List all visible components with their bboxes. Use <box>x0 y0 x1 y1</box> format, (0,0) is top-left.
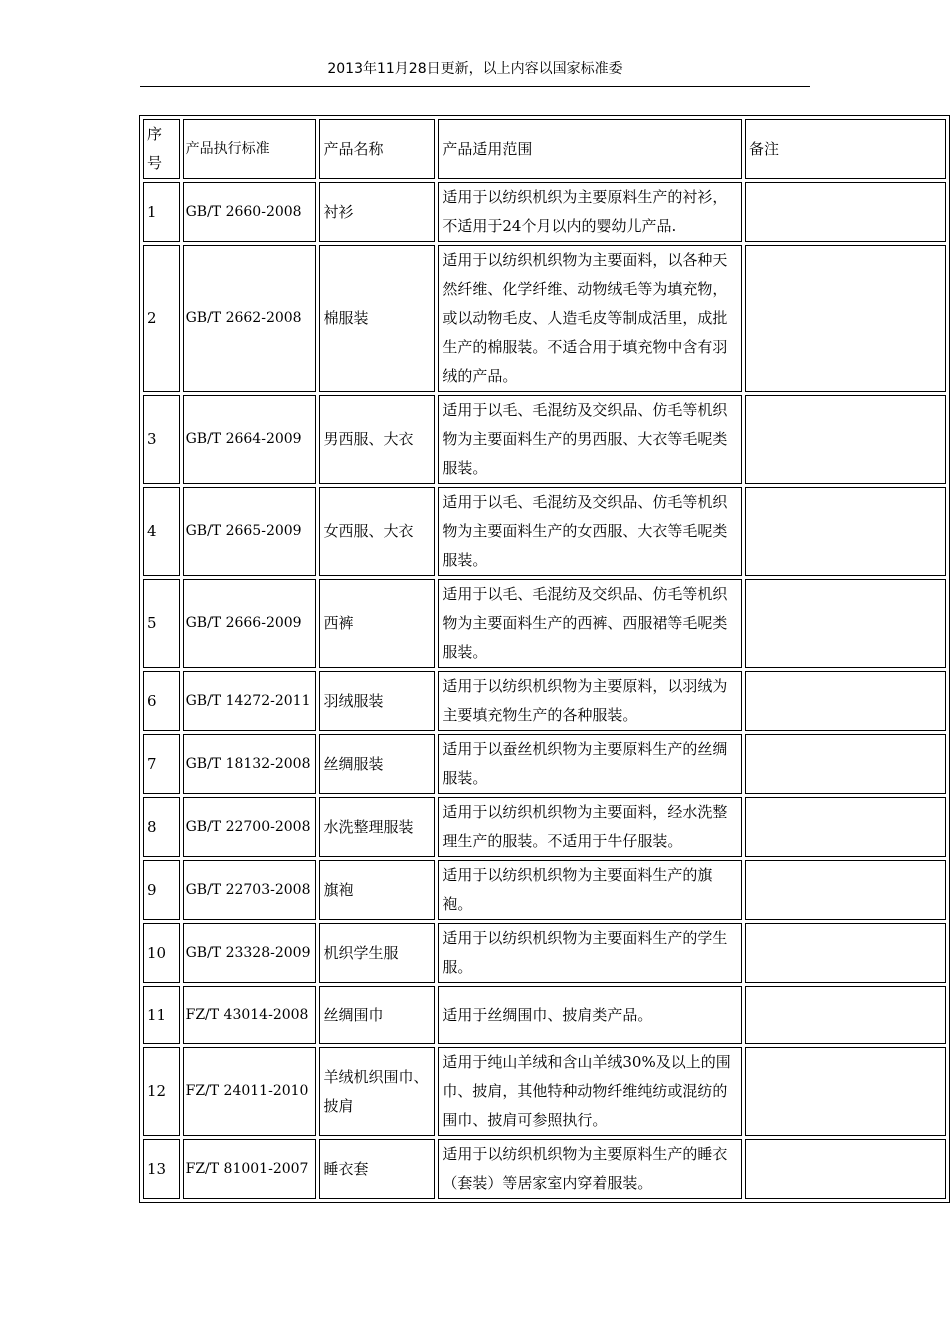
remark-cell <box>745 986 946 1044</box>
table-row <box>143 1139 946 1199</box>
product-name: 西裤 <box>319 579 435 668</box>
standard-code: GB/T 14272-2011 <box>183 671 317 731</box>
remark-cell <box>745 579 946 668</box>
remark-cell <box>745 1047 946 1136</box>
product-name: 衬衫 <box>319 182 435 242</box>
scope-text: 适用于以纺织机织物为主要原料生产的睡衣（套装）等居家室内穿着服装。 <box>438 1139 742 1199</box>
standard-code: FZ/T 43014-2008 <box>183 986 317 1044</box>
table-row <box>143 182 946 242</box>
scope-text: 适用于以纺织机织物为主要面料，以各种天然纤维、化学纤维、动物绒毛等为填充物，或以动物毛皮、人造毛皮等制成活里，成批生产的棉服装。不适合用于填充物中含有羽绒的产品。 <box>438 245 742 392</box>
table-row <box>143 1047 946 1136</box>
row-number: 8 <box>143 797 180 857</box>
standard-code: GB/T 18132-2008 <box>183 734 317 794</box>
remark-cell <box>745 1139 946 1199</box>
product-name: 丝绸服装 <box>319 734 435 794</box>
product-name: 棉服装 <box>319 245 435 392</box>
product-name: 羽绒服装 <box>319 671 435 731</box>
product-name: 羊绒机织围巾、披肩 <box>319 1047 435 1136</box>
table-row <box>143 671 946 731</box>
product-name: 丝绸围巾 <box>319 986 435 1044</box>
standard-code: GB/T 22700-2008 <box>183 797 317 857</box>
page-header: 2013年11月28日更新，以上内容以国家标准委 <box>327 61 623 77</box>
remark-cell <box>745 182 946 242</box>
row-number: 4 <box>143 487 180 576</box>
standard-code: GB/T 2660-2008 <box>183 182 317 242</box>
scope-text: 适用于以纺织机织物为主要面料生产的旗袍。 <box>438 860 742 920</box>
row-number: 10 <box>143 923 180 983</box>
standard-code: GB/T 2662-2008 <box>183 245 317 392</box>
standard-code: GB/T 2665-2009 <box>183 487 317 576</box>
scope-text: 适用于以毛、毛混纺及交织品、仿毛等机织物为主要面料生产的女西服、大衣等毛呢类服装。 <box>438 487 742 576</box>
row-number: 9 <box>143 860 180 920</box>
column-header-scope: 产品适用范围 <box>438 119 742 179</box>
table-row <box>143 860 946 920</box>
column-header-product-name: 产品名称 <box>319 119 435 179</box>
scope-text: 适用于以蚕丝机织物为主要原料生产的丝绸服装。 <box>438 734 742 794</box>
scope-text: 适用于以纺织机织为主要原料生产的衬衫，不适用于24个月以内的婴幼儿产品. <box>438 182 742 242</box>
table-row <box>143 797 946 857</box>
row-number: 6 <box>143 671 180 731</box>
standard-code: GB/T 2666-2009 <box>183 579 317 668</box>
column-header-no: 序号 <box>143 119 180 179</box>
table-header-row <box>143 119 946 179</box>
remark-cell <box>745 860 946 920</box>
remark-cell <box>745 395 946 484</box>
scope-text: 适用于以毛、毛混纺及交织品、仿毛等机织物为主要面料生产的西裤、西服裙等毛呢类服装。 <box>438 579 742 668</box>
header-rule <box>140 86 810 87</box>
product-name: 机织学生服 <box>319 923 435 983</box>
scope-text: 适用于丝绸围巾、披肩类产品。 <box>438 986 742 1044</box>
row-number: 1 <box>143 182 180 242</box>
table-row <box>143 579 946 668</box>
product-name: 水洗整理服装 <box>319 797 435 857</box>
column-header-remark: 备注 <box>745 119 946 179</box>
product-name: 旗袍 <box>319 860 435 920</box>
table-row <box>143 487 946 576</box>
table-row <box>143 734 946 794</box>
remark-cell <box>745 923 946 983</box>
table-row <box>143 245 946 392</box>
row-number: 3 <box>143 395 180 484</box>
table-body <box>143 182 946 1199</box>
column-header-standard: 产品执行标准 <box>183 119 317 179</box>
row-number: 11 <box>143 986 180 1044</box>
scope-text: 适用于以纺织机织物为主要原料，以羽绒为主要填充物生产的各种服装。 <box>438 671 742 731</box>
scope-text: 适用于以纺织机织物为主要面料生产的学生服。 <box>438 923 742 983</box>
table-row <box>143 923 946 983</box>
standard-code: GB/T 23328-2009 <box>183 923 317 983</box>
standard-code: GB/T 22703-2008 <box>183 860 317 920</box>
row-number: 13 <box>143 1139 180 1199</box>
scope-text: 适用于纯山羊绒和含山羊绒30%及以上的围巾、披肩，其他特种动物纤维纯纺或混纺的围巾、披肩可参照执行。 <box>438 1047 742 1136</box>
standard-code: GB/T 2664-2009 <box>183 395 317 484</box>
scope-text: 适用于以纺织机织物为主要面料，经水洗整理生产的服装。不适用于牛仔服装。 <box>438 797 742 857</box>
scope-text: 适用于以毛、毛混纺及交织品、仿毛等机织物为主要面料生产的男西服、大衣等毛呢类服装。 <box>438 395 742 484</box>
product-name: 睡衣套 <box>319 1139 435 1199</box>
standard-code: FZ/T 24011-2010 <box>183 1047 317 1136</box>
table-row <box>143 986 946 1044</box>
row-number: 12 <box>143 1047 180 1136</box>
table-row <box>143 395 946 484</box>
product-name: 男西服、大衣 <box>319 395 435 484</box>
remark-cell <box>745 671 946 731</box>
remark-cell <box>745 487 946 576</box>
standards-table <box>139 115 950 1203</box>
remark-cell <box>745 245 946 392</box>
row-number: 2 <box>143 245 180 392</box>
row-number: 5 <box>143 579 180 668</box>
row-number: 7 <box>143 734 180 794</box>
product-name: 女西服、大衣 <box>319 487 435 576</box>
standard-code: FZ/T 81001-2007 <box>183 1139 317 1199</box>
remark-cell <box>745 734 946 794</box>
remark-cell <box>745 797 946 857</box>
